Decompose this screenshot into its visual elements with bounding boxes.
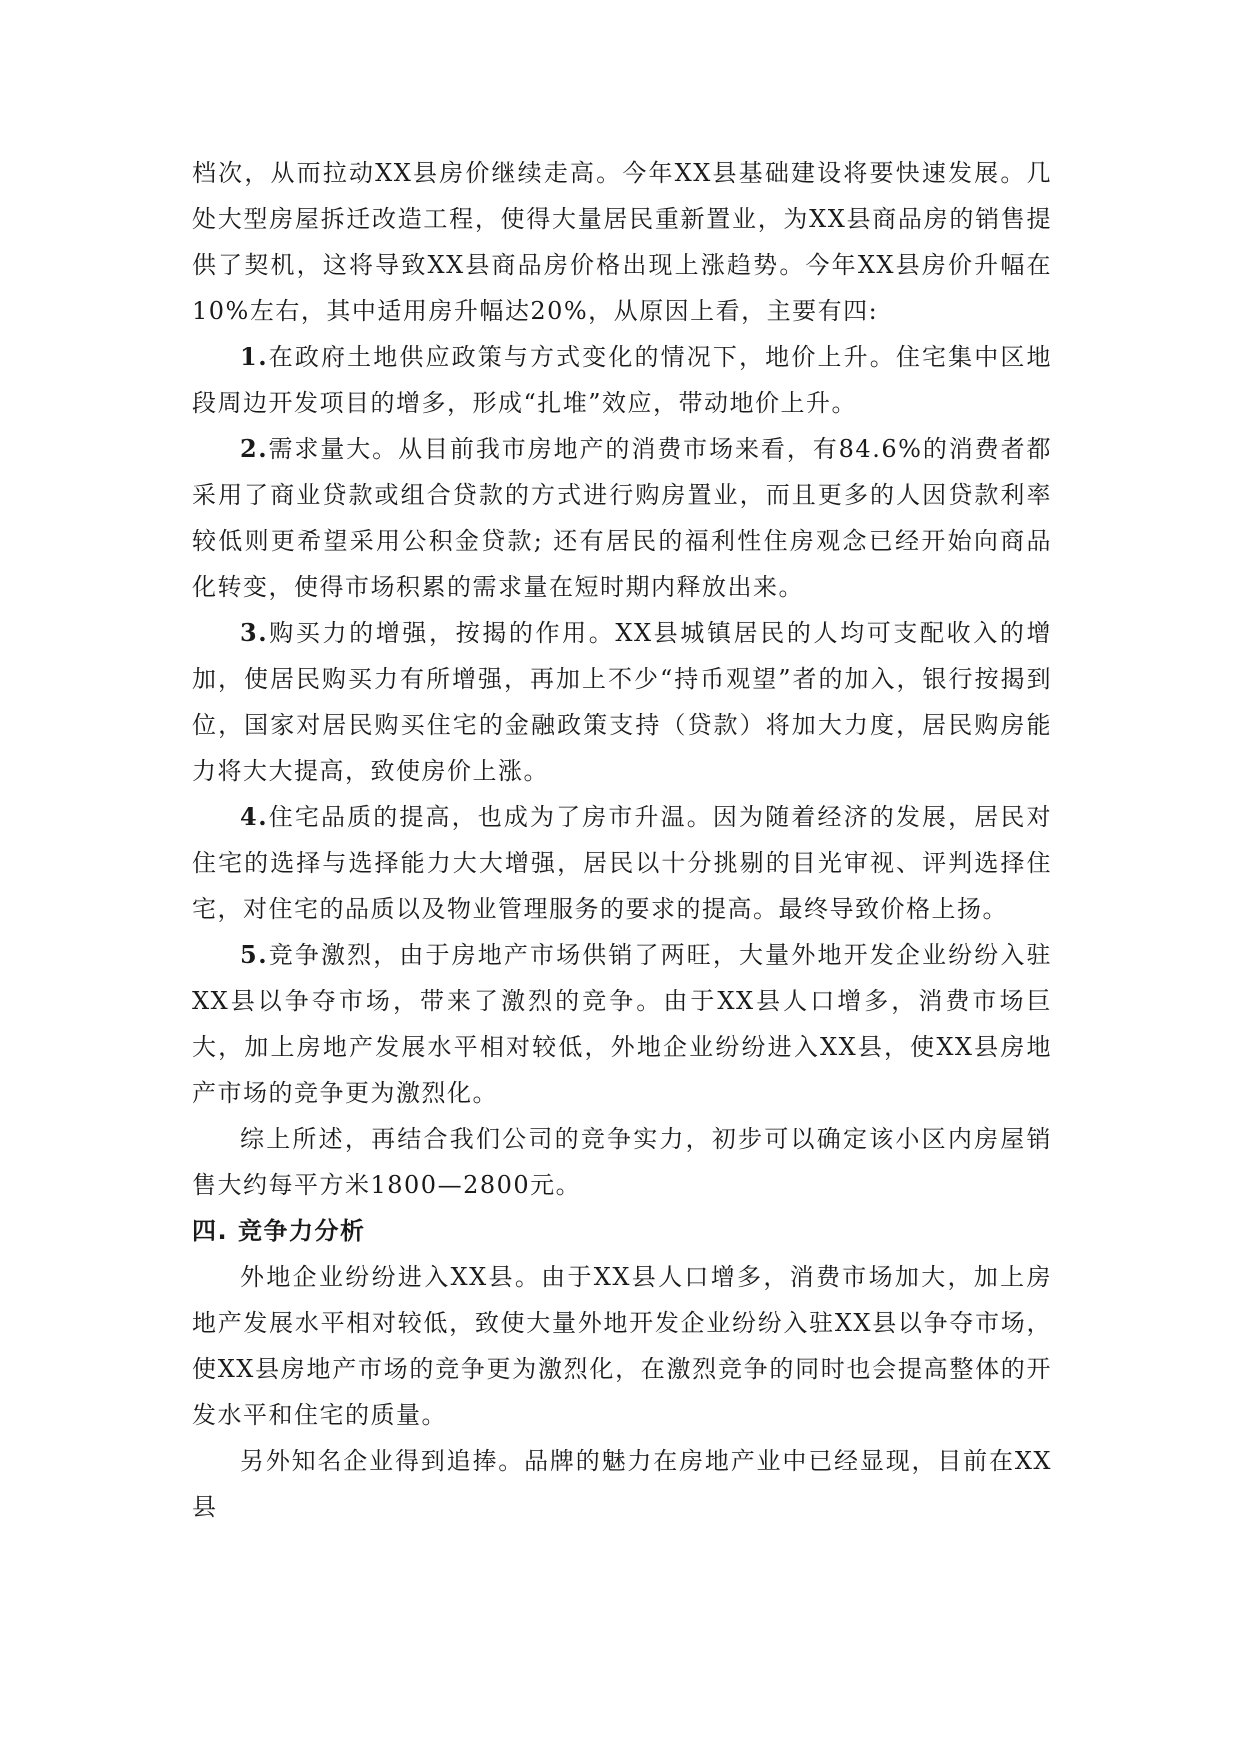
list-item-number: 2. (240, 434, 269, 463)
list-item-1 (192, 334, 1052, 426)
list-item-5 (192, 932, 1052, 1116)
list-item-3 (192, 610, 1052, 794)
list-item-number: 4. (240, 802, 269, 831)
list-item-text: 住宅品质的提高，也成为了房市升温。因为随着经济的发展，居民对住宅的选择与选择能力大大增强，居民以十分挑剔的目光审视、评判选择住宅，对住宅的品质以及物业管理服务的要求的提高。最终导致价格上扬。 (192, 803, 1052, 923)
list-item-4 (192, 794, 1052, 932)
section-heading: 四. 竞争力分析 (192, 1217, 366, 1245)
list-item-text: 购买力的增强，按揭的作用。XX县城镇居民的人均可支配收入的增加，使居民购买力有所增强，再加上不少“持币观望”者的加入，银行按揭到位，国家对居民购买住宅的金融政策支持（贷款）将加大力度，居民购房能力将大大提高，致使房价上涨。 (192, 619, 1052, 785)
list-item-2 (192, 426, 1052, 610)
list-item-number: 3. (240, 618, 269, 647)
list-item-number: 5. (240, 940, 269, 969)
list-item-text: 需求量大。从目前我市房地产的消费市场来看，有84.6%的消费者都采用了商业贷款或组合贷款的方式进行购房置业，而且更多的人因贷款利率较低则更希望采用公积金贷款; 还有居民的福利性住房观念已经开始向商品化转变，使得市场积累的需求量在短时期内释放出来。 (192, 435, 1052, 601)
section-paragraph-1: 外地企业纷纷进入XX县。由于XX县人口增多，消费市场加大，加上房地产发展水平相对较低，致使大量外地开发企业纷纷入驻XX县以争夺市场，使XX县房地产市场的竞争更为激烈化，在激烈竞争的同时也会提高整体的开发水平和住宅的质量。 (192, 1263, 1052, 1429)
document-page (192, 150, 1052, 1530)
list-item-number: 1. (240, 342, 269, 371)
intro-paragraph: 档次，从而拉动XX县房价继续走高。今年XX县基础建设将要快速发展。几处大型房屋拆迁改造工程，使得大量居民重新置业，为XX县商品房的销售提供了契机，这将导致XX县商品房价格出现上涨趋势。今年XX县房价升幅在10%左右，其中适用房升幅达20%，从原因上看，主要有四: (192, 159, 1052, 325)
list-item-text: 在政府土地供应政策与方式变化的情况下，地价上升。住宅集中区地段周边开发项目的增多，形成“扎堆”效应，带动地价上升。 (192, 343, 1052, 417)
section-paragraph-2: 另外知名企业得到追捧。品牌的魅力在房地产业中已经显现，目前在XX县 (192, 1447, 1052, 1521)
summary-paragraph: 综上所述，再结合我们公司的竞争实力，初步可以确定该小区内房屋销售大约每平方米1800—2800元。 (192, 1125, 1052, 1199)
list-item-text: 竞争激烈，由于房地产市场供销了两旺，大量外地开发企业纷纷入驻XX县以争夺市场，带来了激烈的竞争。由于XX县人口增多，消费市场巨大，加上房地产发展水平相对较低，外地企业纷纷进入XX县，使XX县房地产市场的竞争更为激烈化。 (192, 941, 1052, 1107)
